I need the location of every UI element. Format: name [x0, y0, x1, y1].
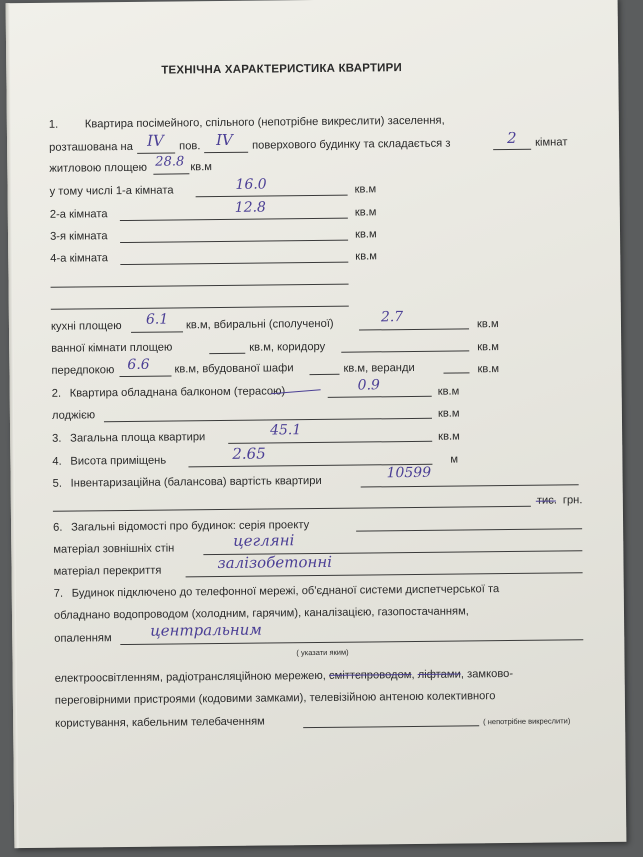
corridor-unit: кв.м: [477, 341, 499, 354]
section-7-line2: обладнано водопроводом (холодним, гарячим), каналізацією, газопостачанням,: [53, 605, 469, 622]
kitchen-value: 6.1: [145, 311, 169, 328]
section-7-line6: користування, кабельним телебаченням: [55, 715, 265, 730]
height-value: 2.65: [232, 444, 266, 463]
floors-material-label: матеріал перекриття: [53, 564, 162, 578]
total-area-unit: кв.м: [438, 430, 460, 443]
section-3-number: 3.: [52, 432, 62, 445]
section-1-number: 1.: [48, 118, 59, 131]
kitchen-field: [131, 331, 183, 333]
room-1-value: 16.0: [235, 176, 267, 193]
room-2-label: 2-а кімната: [49, 208, 108, 221]
page-fold-edge: [6, 3, 19, 848]
room-4-label: 4-а кімната: [50, 252, 109, 265]
rooms-value: 2: [506, 128, 517, 147]
balcony-field: [328, 396, 432, 398]
balcony-label-text: Квартира обладнана балконом (: [69, 385, 238, 400]
room-1-field: [196, 195, 348, 198]
section-1-line1: Квартира посімейного, спільного (непотрібне викреслити) заселення,: [84, 114, 445, 131]
living-area-field: [153, 173, 189, 174]
thousands-strikeout: [536, 500, 556, 501]
lighting-radio-text: електроосвітленням, радіотрансляційною мережею,: [54, 669, 326, 685]
closet-field: [309, 374, 339, 375]
located-on-label: розташована на: [49, 140, 133, 154]
living-area-value: 28.8: [155, 154, 185, 170]
floor-unit: пов.: [179, 140, 201, 153]
project-series-label: Загальні відомості про будинок: серія проекту: [71, 519, 310, 534]
total-area-label: Загальна площа квартири: [70, 431, 206, 445]
loggia-label: лоджією: [51, 409, 96, 422]
floors-total-field: [204, 152, 248, 153]
toilet-field: [359, 328, 469, 330]
heating-note: ( указати яким): [296, 647, 349, 658]
toilet-label: кв.м, вбиральні (сполученої): [185, 317, 334, 332]
rooms-unit: кімнат: [535, 136, 568, 149]
room-4-unit: кв.м: [355, 250, 377, 263]
building-rooms-label: поверхового будинку та складається з: [252, 137, 451, 152]
section-2-number: 2.: [51, 387, 62, 400]
room-3-label: 3-я кімната: [49, 230, 108, 243]
section-5-number: 5.: [52, 477, 63, 490]
floors-material-field: [186, 572, 583, 577]
section-7-number: 7.: [53, 587, 64, 600]
hall-value: 6.6: [127, 356, 150, 373]
toilet-value: 2.7: [380, 309, 404, 326]
veranda-field: [443, 372, 469, 373]
rooms-field: [493, 149, 531, 150]
height-unit: м: [450, 453, 459, 466]
section-7-line5: переговірними пристроями (кодовими замками), телевізійною антеною колективного: [54, 690, 496, 707]
kitchen-label: кухні площею: [50, 320, 122, 333]
closet-label: кв.м, вбудованої шафи: [174, 362, 294, 376]
room-4-field: [120, 262, 348, 265]
blank-line-2: [51, 306, 349, 310]
project-series-field: [356, 528, 582, 531]
cable-tv-field: [303, 725, 479, 728]
veranda-label: кв.м, веранди: [343, 361, 415, 375]
section-6-number: 6.: [53, 521, 63, 534]
total-area-field: [228, 441, 432, 444]
balcony-close-paren: ): [281, 385, 286, 398]
heating-value: центральним: [150, 620, 262, 640]
heating-label: опаленням: [54, 632, 112, 645]
height-label: Висота приміщень: [70, 454, 167, 468]
document-page: [6, 0, 627, 848]
chute-comma: ,: [411, 668, 415, 682]
blank-line-1: [51, 284, 349, 288]
balcony-unit: кв.м: [437, 385, 460, 398]
floor-value: IV: [146, 131, 164, 150]
garbage-chute-crossed: сміттєпроводом: [328, 669, 412, 682]
floors-material-value: залізобетонні: [217, 552, 333, 573]
cross-out-note: ( непотрібне викреслити): [483, 716, 571, 727]
loggia-unit: кв.м: [437, 407, 460, 420]
veranda-unit: кв.м: [477, 363, 500, 376]
document-title: ТЕХНІЧНА ХАРАКТЕРИСТИКА КВАРТИРИ: [161, 62, 403, 77]
living-area-label: житловою площею: [49, 161, 148, 175]
value-amount: 10599: [386, 464, 432, 482]
floors-total-value: IV: [215, 130, 233, 150]
terrace-crossed: терасою: [237, 385, 282, 398]
locks-text: , замково-: [460, 667, 514, 681]
balcony-label: [70, 385, 286, 400]
room-3-field: [120, 240, 348, 243]
room-2-value: 12.8: [234, 199, 267, 216]
hall-label: передпокою: [51, 364, 115, 377]
value-label: Інвентаризаційна (балансова) вартість квартири: [70, 474, 322, 490]
total-area-value: 45.1: [269, 422, 302, 439]
value-field-line-2: [53, 506, 531, 512]
section-7-line1: Будинок підключено до телефонної мережі, об'єднаної системи диспетчерської та: [71, 583, 500, 600]
room-3-unit: кв.м: [354, 228, 377, 241]
balcony-value: 0.9: [357, 377, 380, 394]
toilet-unit: кв.м: [476, 318, 499, 331]
room-2-unit: кв.м: [354, 206, 377, 219]
lifts-crossed: ліфтами: [417, 668, 461, 681]
loggia-field: [104, 418, 432, 422]
room-1-unit: кв.м: [354, 183, 377, 196]
walls-value: цегляні: [233, 531, 295, 550]
section-7-line4: [55, 668, 514, 686]
value-field: [361, 484, 579, 487]
heating-field: [120, 639, 583, 645]
hall-field: [120, 376, 172, 378]
value-thousands: тис.: [536, 494, 557, 507]
corridor-label: кв.м, коридору: [249, 340, 326, 354]
room-1-label: у тому числі 1-а кімната: [49, 184, 174, 198]
room-2-field: [120, 218, 348, 221]
living-area-unit: кв.м: [190, 161, 213, 174]
value-currency: грн.: [562, 494, 583, 507]
corridor-field: [341, 350, 469, 352]
walls-label: матеріал зовнішніх стін: [53, 542, 175, 556]
bath-field: [209, 353, 245, 354]
bath-label: ванної кімнати площею: [51, 341, 173, 355]
section-4-number: 4.: [52, 455, 62, 468]
